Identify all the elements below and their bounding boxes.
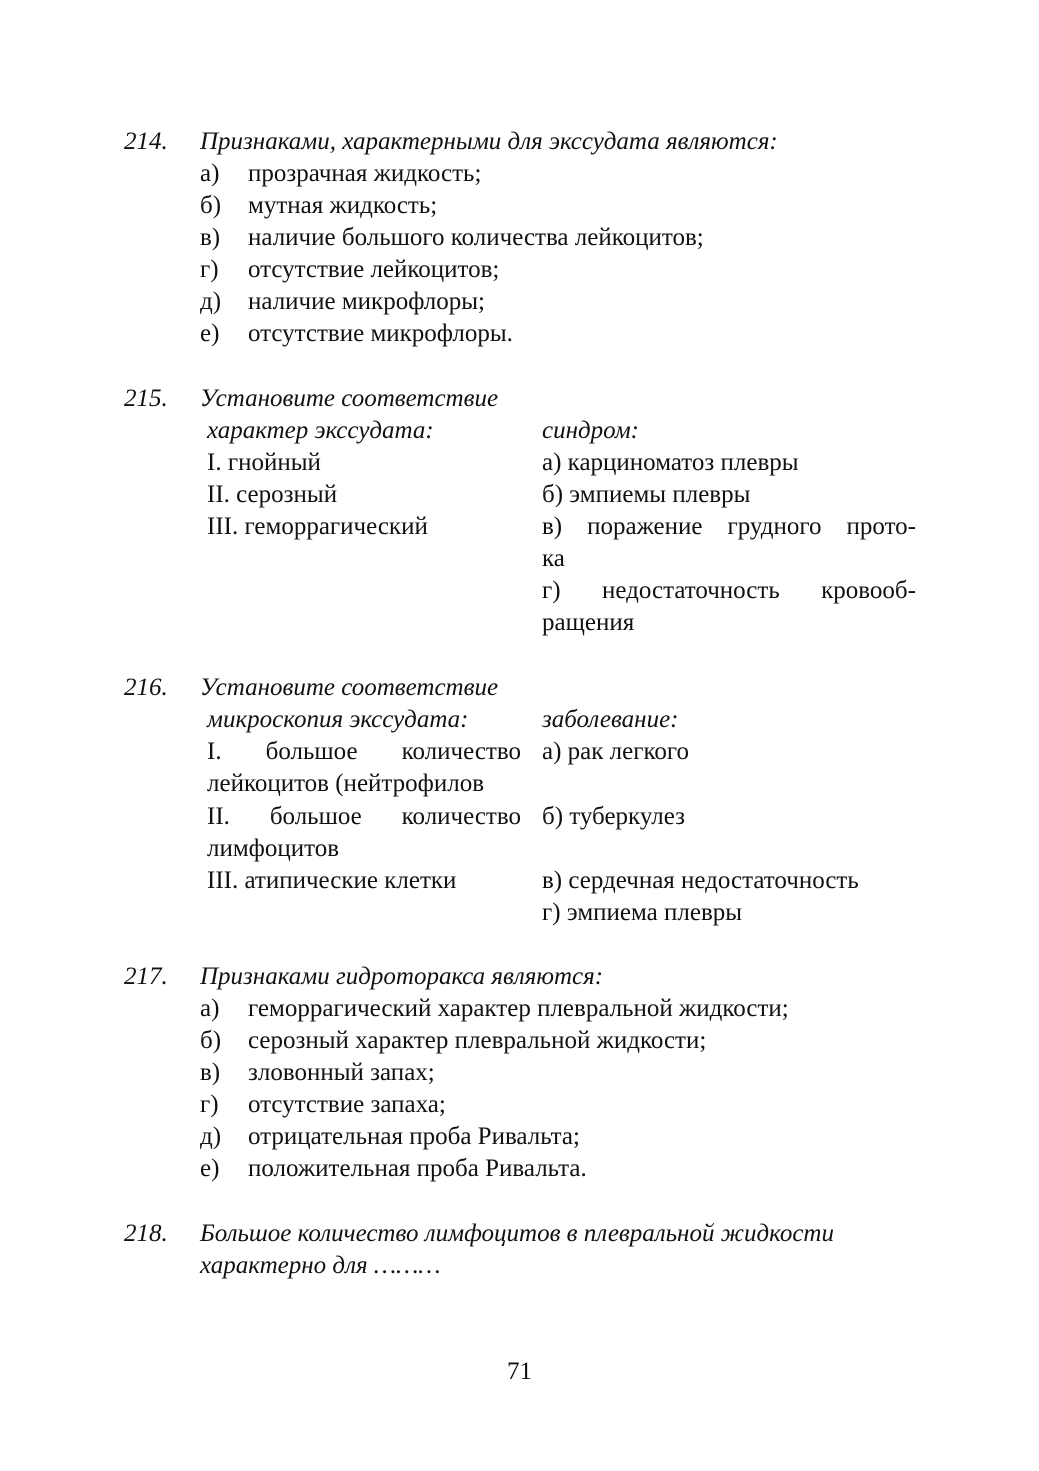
right-column-header: синдром: xyxy=(542,417,639,444)
option-letter: б) xyxy=(200,1027,222,1054)
word: г) xyxy=(542,577,561,604)
option-letter: е) xyxy=(200,320,220,347)
word: большое xyxy=(269,803,362,830)
right-item: в) сердечная недостаточность xyxy=(542,867,859,894)
option-text: отсутствие микрофлоры. xyxy=(248,320,513,347)
question-number: 218. xyxy=(124,1220,168,1247)
left-item xyxy=(207,801,521,833)
left-item: III. атипические клетки xyxy=(207,867,457,894)
option-letter: в) xyxy=(200,224,221,251)
option-letter: г) xyxy=(200,1091,219,1118)
option-text: наличие микрофлоры; xyxy=(248,288,485,315)
option-letter: д) xyxy=(200,288,222,315)
word: большое xyxy=(265,738,358,765)
question-number: 217. xyxy=(124,963,168,990)
question-prompt: Установите соответствие xyxy=(200,674,499,701)
left-column-header: характер экссудата: xyxy=(207,417,434,444)
question-number: 214. xyxy=(124,128,168,155)
left-item: лейкоцитов (нейтрофилов xyxy=(207,770,485,797)
question-number: 215. xyxy=(124,385,168,412)
word: кровооб- xyxy=(821,577,916,604)
question-prompt: Признаками, характерными для экссудата являются: xyxy=(200,128,778,155)
question-prompt: Установите соответствие xyxy=(200,385,499,412)
option-letter: б) xyxy=(200,192,222,219)
option-text: отрицательная проба Ривальта; xyxy=(248,1123,580,1150)
option-letter: а) xyxy=(200,160,220,187)
option-letter: а) xyxy=(200,995,220,1022)
option-text: наличие большого количества лейкоцитов; xyxy=(248,224,704,251)
option-text: серозный характер плевральной жидкости; xyxy=(248,1027,707,1054)
right-item: ка xyxy=(542,545,565,572)
question-prompt: Большое количество лимфоцитов в плевральной жидкости xyxy=(200,1220,834,1247)
option-text: зловонный запах; xyxy=(248,1059,435,1086)
right-item: ращения xyxy=(542,609,635,636)
right-column-header: заболевание: xyxy=(542,706,679,733)
option-text: отсутствие запаха; xyxy=(248,1091,446,1118)
left-item: II. серозный xyxy=(207,481,338,508)
question-number: 216. xyxy=(124,674,168,701)
word: поражение xyxy=(587,513,703,540)
word: в) xyxy=(542,513,563,540)
right-item: б) эмпиемы плевры xyxy=(542,481,751,508)
left-item: I. гнойный xyxy=(207,449,321,476)
option-letter: е) xyxy=(200,1155,220,1182)
page-number: 71 xyxy=(507,1358,532,1385)
option-text: геморрагический характер плевральной жидкости; xyxy=(248,995,789,1022)
option-text: мутная жидкость; xyxy=(248,192,438,219)
option-text: положительная проба Ривальта. xyxy=(248,1155,587,1182)
option-letter: в) xyxy=(200,1059,221,1086)
right-item xyxy=(542,511,916,543)
right-item: г) эмпиема плевры xyxy=(542,899,743,926)
left-column-header: микроскопия экссудата: xyxy=(207,706,469,733)
word: I. xyxy=(207,738,222,765)
word: количество xyxy=(401,738,521,765)
word: II. xyxy=(207,803,230,830)
word: количество xyxy=(401,803,521,830)
right-item: а) рак легкого xyxy=(542,738,689,765)
option-letter: г) xyxy=(200,256,219,283)
left-item xyxy=(207,736,521,768)
left-item: лимфоцитов xyxy=(207,835,340,862)
option-letter: д) xyxy=(200,1123,222,1150)
word: прото- xyxy=(846,513,916,540)
question-prompt: Признаками гидроторакса являются: xyxy=(200,963,604,990)
right-item: б) туберкулез xyxy=(542,803,685,830)
right-item: а) карциноматоз плевры xyxy=(542,449,799,476)
question-prompt: характерно для ……… xyxy=(200,1252,441,1279)
option-text: прозрачная жидкость; xyxy=(248,160,482,187)
right-item xyxy=(542,575,916,607)
word: грудного xyxy=(727,513,822,540)
word: недостаточность xyxy=(602,577,780,604)
option-text: отсутствие лейкоцитов; xyxy=(248,256,500,283)
left-item: III. геморрагический xyxy=(207,513,428,540)
